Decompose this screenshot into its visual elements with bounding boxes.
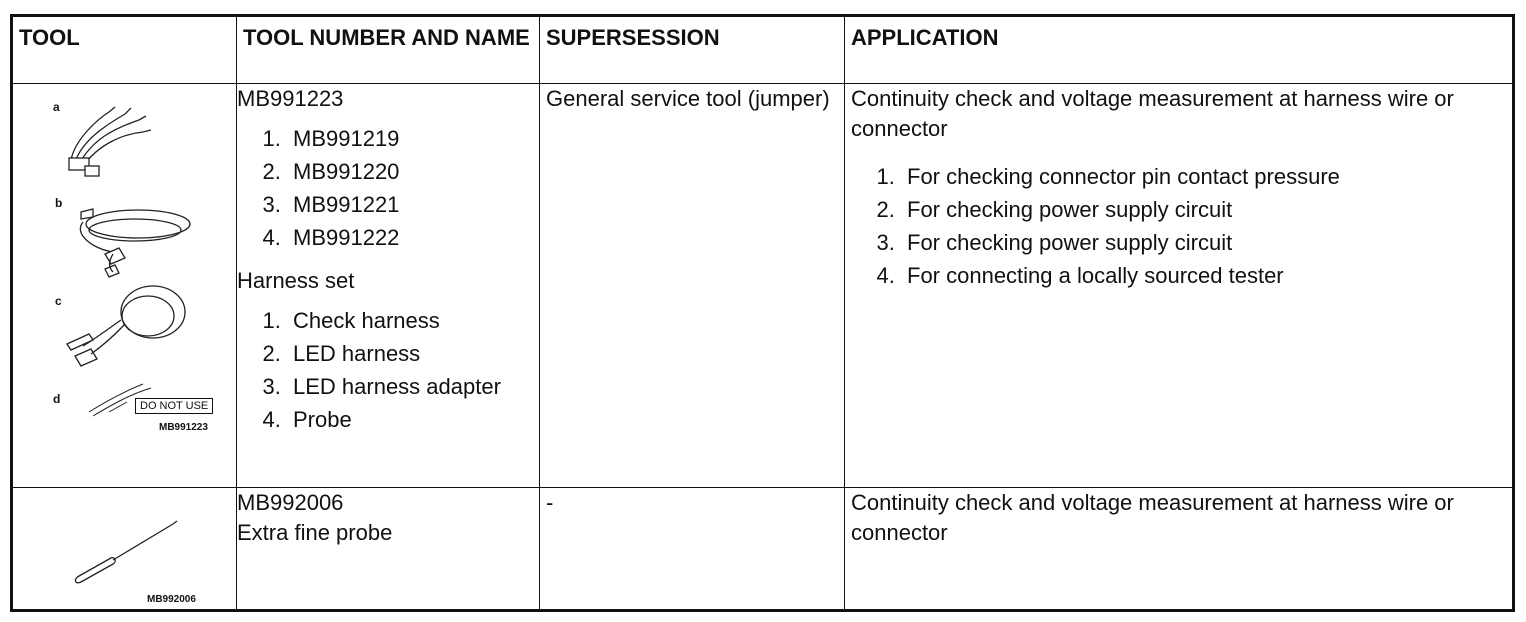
application-list <box>851 160 1512 292</box>
do-not-use-label: DO NOT USE <box>135 398 213 414</box>
tool-name: Harness set <box>237 268 355 293</box>
tool-letter-d: d <box>53 392 61 406</box>
header-tool-number-name: TOOL NUMBER AND NAME <box>237 16 540 84</box>
application-cell <box>845 84 1514 488</box>
tool-image-cell <box>12 84 237 488</box>
list-item: 3. LED harness adapter <box>287 370 539 403</box>
tool-number-name-cell <box>237 488 540 611</box>
list-item: 2. For checking power supply circuit <box>901 193 1512 226</box>
supersession-cell: - <box>540 488 845 611</box>
list-item: 3. MB991221 <box>287 188 539 221</box>
fine-probe-illustration-icon <box>13 488 238 616</box>
tool-letter-c: c <box>55 294 62 308</box>
list-item: 1. Check harness <box>287 304 539 337</box>
tool-image-cell <box>12 488 237 611</box>
list-item: 4. For connecting a locally sourced tester <box>901 259 1512 292</box>
list-item: 2. LED harness <box>287 337 539 370</box>
supersession-cell: General service tool (jumper) <box>540 84 845 488</box>
tool-name-list <box>237 304 539 436</box>
application-text: Continuity check and voltage measurement at harness wire or connector <box>851 86 1454 141</box>
tool-caption: MB991223 <box>159 422 208 433</box>
list-item: 3. For checking power supply circuit <box>901 226 1512 259</box>
tool-caption: MB992006 <box>147 594 196 605</box>
tool-number-list <box>237 122 539 254</box>
header-supersession: SUPERSESSION <box>540 16 845 84</box>
table-row <box>12 488 1514 611</box>
header-tool: TOOL <box>12 16 237 84</box>
tool-letter-b: b <box>55 196 63 210</box>
list-item: 1. MB991219 <box>287 122 539 155</box>
list-item: 4. Probe <box>287 403 539 436</box>
list-item: 2. MB991220 <box>287 155 539 188</box>
tool-letter-a: a <box>53 100 60 114</box>
tool-number-name-cell <box>237 84 540 488</box>
application-cell: Continuity check and voltage measurement at harness wire or connector <box>845 488 1514 611</box>
header-row <box>12 16 1514 84</box>
table-row <box>12 84 1514 488</box>
header-application: APPLICATION <box>845 16 1514 84</box>
list-item: 1. For checking connector pin contact pressure <box>901 160 1512 193</box>
tool-name: Extra fine probe <box>237 520 393 545</box>
list-item: 4. MB991222 <box>287 221 539 254</box>
tool-number: MB992006 <box>237 490 344 515</box>
special-tools-table <box>10 14 1515 612</box>
tool-number: MB991223 <box>237 86 344 111</box>
